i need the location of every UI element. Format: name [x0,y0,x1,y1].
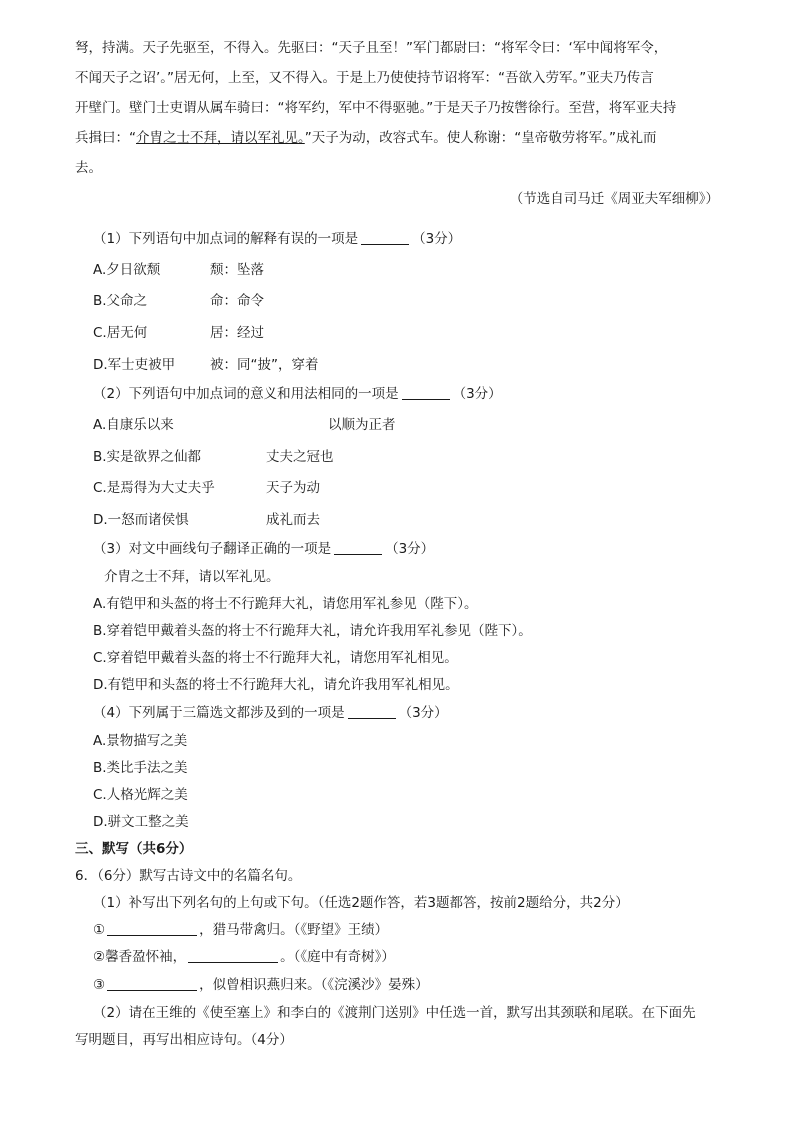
fill-item-3-num: ③ [93,977,106,993]
q1-option-a-gloss: 颓：坠落 [210,262,264,278]
q3-answer-blank [334,540,382,555]
q4-stem [93,703,448,723]
q1-score: （3分） [412,231,462,247]
q2-option-d: D.一怒而诸侯惧 [93,512,189,528]
passage-source: （节选自司马迁《周亚夫军细柳》） [509,191,719,207]
q1-option-b: B.父命之 [93,293,148,309]
passage-line-1: 弩，持满。天子先驱至，不得入。先驱曰：“天子且至！”军门都尉曰：“将军令曰：‘军中闻将军令， [75,40,668,56]
q2-option-b: B.实是欲界之仙都 [93,449,202,465]
q4-answer-blank [348,704,396,719]
q2-stem [93,384,502,404]
q3-score: （3分） [385,541,435,557]
q3-option-a: A.有铠甲和头盔的将士不行跪拜大礼，请您用军礼参见（陛下）。 [93,596,478,612]
q2-option-a-pair: 以顺为正者 [328,417,396,433]
q3-option-d: D.有铠甲和头盔的将士不行跪拜大礼，请允许我用军礼相见。 [93,677,459,693]
passage-line-4-post: ”天子为动，改容式车。使人称谢：“皇帝敬劳将军。”成礼而 [304,130,657,146]
q1-stem [93,229,461,249]
fill-item-3-text: ，似曾相识燕归来。（《浣溪沙》晏殊） [199,977,429,993]
q1-answer-blank [361,230,409,245]
q3-stem [93,539,434,559]
q2-answer-blank [402,385,450,400]
q3-option-b: B.穿着铠甲戴着头盔的将士不行跪拜大礼，请允许我用军礼参见（陛下）。 [93,623,532,639]
q1-option-d-gloss: 被：同“披”，穿着 [210,357,319,373]
q1-stem-text: （1）下列语句中加点词的解释有误的一项是 [93,231,359,247]
fill-item-1-num: ① [93,922,106,938]
q6-sub2-line1: （2）请在王维的《使至塞上》和李白的《渡荆门送别》中任选一首，默写出其颈联和尾联。在下面先 [93,1005,696,1021]
passage-line-4 [75,128,656,148]
q6-stem: 6．（6分）默写古诗文中的名篇名句。 [75,868,302,884]
fill-item-2-num: ② [93,949,106,965]
underlined-sentence: 介胄之士不拜，请以军礼见。 [136,130,305,146]
fill-item-2 [93,947,395,967]
passage-line-5: 去。 [75,160,102,176]
q6-sub1: （1）补写出下列名句的上句或下句。（任选2题作答，若3题都答，按前2题给分，共2分） [93,895,629,911]
fill-item-2-pre: 馨香盈怀袖， [105,949,187,965]
passage-line-3: 开壁门。壁门士吏谓从属车骑曰：“将军约，军中不得驱驰。”于是天子乃按辔徐行。至营，将军亚夫持 [75,100,677,116]
fill-item-1 [93,920,388,940]
fill-item-2-text: 。（《庭中有奇树》） [280,949,395,965]
q4-option-a: A.景物描写之美 [93,733,188,749]
q4-score: （3分） [398,705,448,721]
fill-item-1-blank[interactable] [107,921,197,936]
q4-stem-text: （4）下列属于三篇选文都涉及到的一项是 [93,705,345,721]
q2-option-c: C.是焉得为大丈夫乎 [93,480,215,496]
q2-option-d-pair: 成礼而去 [266,512,320,528]
passage-line-4-pre: 兵揖曰：“ [75,130,136,146]
fill-item-3-blank[interactable] [107,976,197,991]
q2-option-a: A.自康乐以来 [93,417,174,433]
q2-option-c-pair: 天子为动 [266,480,320,496]
q3-sentence: 介胄之士不拜，请以军礼见。 [104,569,280,585]
q1-option-c: C.居无何 [93,325,148,341]
q4-option-c: C.人格光辉之美 [93,787,188,803]
q2-score: （3分） [452,386,502,402]
q1-option-d: D.军士吏被甲 [93,357,176,373]
q3-option-c: C.穿着铠甲戴着头盔的将士不行跪拜大礼，请您用军礼相见。 [93,650,458,666]
q2-option-b-pair: 丈夫之冠也 [266,449,334,465]
q1-option-b-gloss: 命：命令 [210,293,264,309]
fill-item-3 [93,975,429,995]
passage-line-2: 不闻天子之诏’。”居无何，上至，又不得入。于是上乃使使持节诏将军：“吾欲入劳军。”亚夫乃传言 [75,70,654,86]
q2-stem-text: （2）下列语句中加点词的意义和用法相同的一项是 [93,386,399,402]
section-heading: 三、默写（共6分） [75,841,193,857]
q4-option-b: B.类比手法之美 [93,760,188,776]
fill-item-2-blank[interactable] [188,948,278,963]
q1-option-c-gloss: 居：经过 [210,325,264,341]
q3-stem-text: （3）对文中画线句子翻译正确的一项是 [93,541,332,557]
q6-sub2-line2: 写明题目，再写出相应诗句。（4分） [75,1032,293,1048]
fill-item-1-text: ，猎马带禽归。（《野望》王绩） [199,922,389,938]
q1-option-a: A.夕日欲颓 [93,262,161,278]
q4-option-d: D.骈文工整之美 [93,814,189,830]
